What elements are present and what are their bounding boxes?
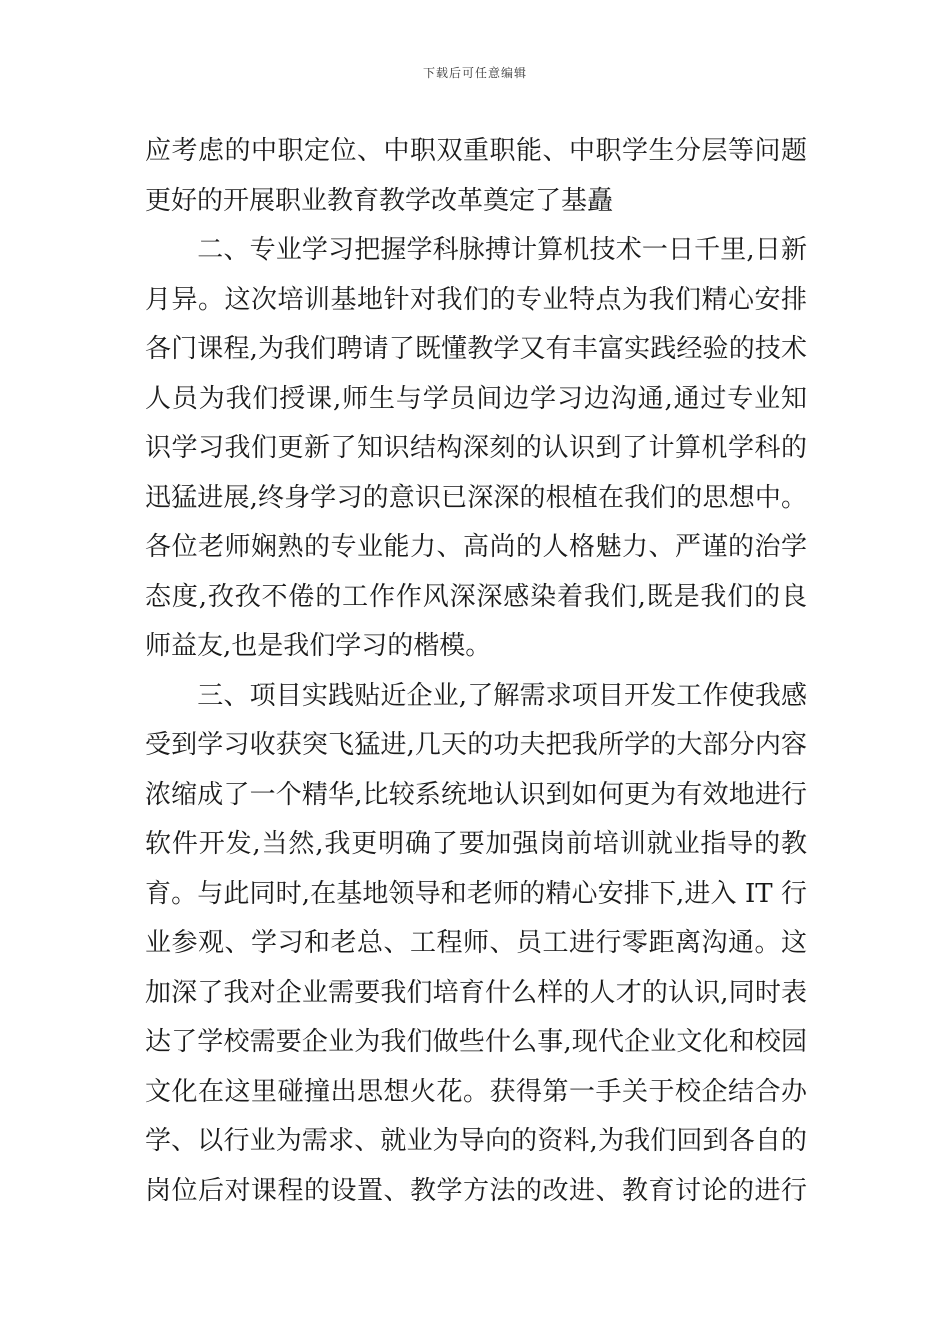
text-line: 识学习我们更新了知识结构深刻的认识到了计算机学科的 — [145, 433, 807, 463]
text-line: 学、以行业为需求、就业为导向的资料,为我们回到各自的 — [145, 1126, 807, 1156]
text-line: 受到学习收获突飞猛进,几天的功夫把我所学的大部分内容 — [145, 730, 807, 760]
text-line: 人员为我们授课,师生与学员间边学习边沟通,通过专业知 — [145, 383, 807, 414]
text-line: 师益友,也是我们学习的楷模。 — [145, 631, 492, 661]
text-line: 岗位后对课程的设置、教学方法的改进、教育讨论的进行 — [145, 1175, 807, 1206]
text-line: 育。与此同时,在基地领导和老师的精心安排下,进入 IT 行 — [145, 878, 807, 909]
text-line: 各位老师娴熟的专业能力、高尚的人格魅力、严谨的治学 — [145, 532, 807, 562]
text-line: 月异。这次培训基地针对我们的专业特点为我们精心安排 — [145, 284, 807, 315]
text-line: 应考虑的中职定位、中职双重职能、中职学生分层等问题 — [145, 136, 807, 166]
text-line: 态度,孜孜不倦的工作作风深深感染着我们,既是我们的良 — [145, 581, 807, 612]
document-body — [145, 127, 807, 1216]
text-line: 各门课程,为我们聘请了既懂教学又有丰富实践经验的技术 — [145, 334, 807, 364]
text-line: 三、项目实践贴近企业,了解需求项目开发工作使我感 — [145, 680, 807, 711]
text-line: 二、专业学习把握学科脉搏计算机技术一日千里,日新 — [145, 235, 807, 265]
text-line: 迅猛进展,终身学习的意识已深深的根植在我们的思想中。 — [145, 482, 807, 513]
text-line: 更好的开展职业教育教学改革奠定了基矗 — [145, 185, 614, 216]
text-line: 浓缩成了一个精华,比较系统地认识到如何更为有效地进行 — [145, 779, 807, 810]
page-header: 下载后可任意编辑 — [422, 66, 527, 80]
text-line: 业参观、学习和老总、工程师、员工进行零距离沟通。这 — [145, 928, 807, 958]
text-line: 加深了我对企业需要我们培育什么样的人才的认识,同时表 — [145, 977, 807, 1008]
text-line: 软件开发,当然,我更明确了要加强岗前培训就业指导的教 — [145, 829, 807, 859]
text-line: 文化在这里碰撞出思想火花。获得第一手关于校企结合办 — [145, 1076, 807, 1107]
text-line: 达了学校需要企业为我们做些什么事,现代企业文化和校园 — [145, 1027, 807, 1057]
